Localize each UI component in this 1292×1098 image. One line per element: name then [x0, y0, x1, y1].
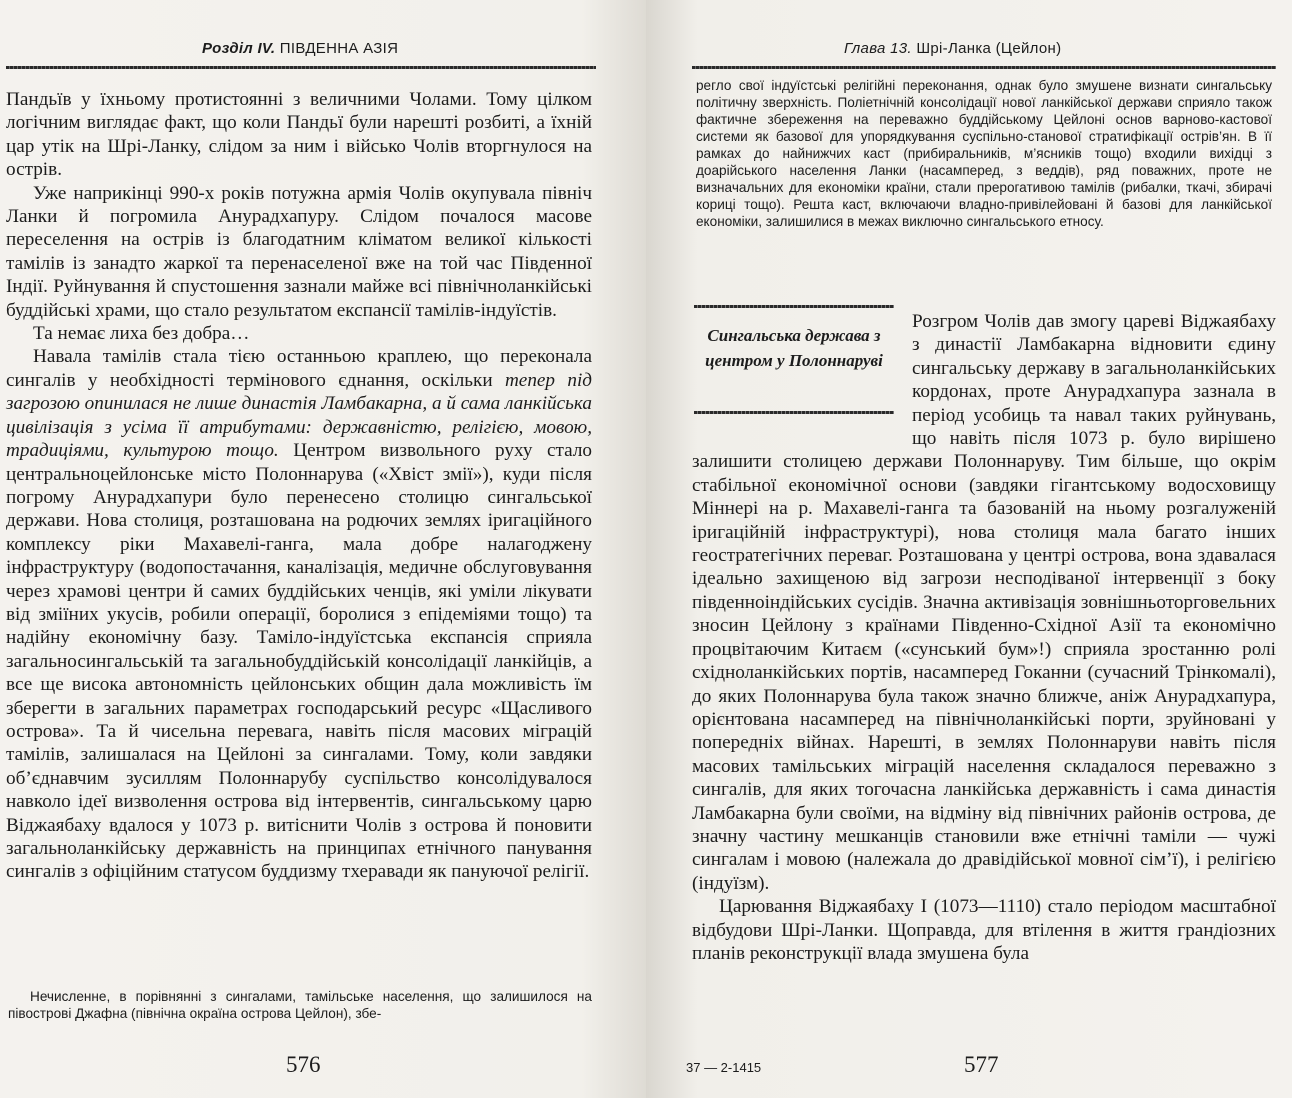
printer-signature: 37 — 2-1415: [686, 1060, 762, 1075]
paragraph: Царювання Віджаябаху I (1073—1110) стало періодом масштабної відбудови Шрі-Ланки. Щоправда, для втілення в життя грандіозних планів реконструкції влада змушена була: [692, 896, 1276, 964]
footnote-left: [8, 988, 592, 1022]
paragraph-text: Навала тамілів стала тією останньою краплею, що переконала сингалів у необхідності термінового єднання, оскільки: [6, 346, 592, 391]
paragraph: Уже наприкінці 990-х років потужна армія Чолів окупувала північ Ланки й погромила Анурадхапуру. Слідом почалося масове переселення на острів із благодатним кліматом великої кількості тамілів із занадто жаркої та перенаселеної вже на той час Південної Індії. Руйнування й спустошення зазнали майже всі північноланкійські буддійські храми, що стало результатом експансії тамілів-індуїстів.: [6, 182, 592, 321]
running-head-right: [844, 40, 1061, 60]
footnote-text: Нечисленне, в порівнянні з сингалами, тамільське населення, що залишилося на півострові Джафна (північна окраїна острова Цейлон), збе-: [8, 989, 592, 1021]
running-head-title: Шрі-Ланка (Цейлон): [916, 40, 1062, 57]
footnote-text: регло свої індуїстські релігійні переконання, однак було змушене визнати сингальську політичну зверхність. Поліетнічній консолідації нової ланкійської держави сприяло також фактичне збереження на переважно буддійському Цейлоні основ варново-кастової системи як базової для упорядкування суспільно-станової стратифікації острів’ян. В її рамках до найнижчих каст (прибиральників, м’ясників тощо) входили вихідці з доарійського населення Ланки (насамперед, з веддів), ряд поважних, проте не визначальних для економіки країни, стали прерогативою тамілів (рибалки, ткачі, збирачі кориці тощо). Решта каст, включаючи владно-привілейовані й базові для ланкійської економіки, залишилися в межах виключно сингальського етносу.: [696, 78, 1272, 229]
paragraph: Та немає лиха без добра…: [33, 323, 250, 345]
header-rule: [692, 66, 1276, 69]
section-heading: Сингальська держава з центром у Полоннаруві: [705, 326, 883, 370]
page-number-left: 576: [286, 1052, 321, 1077]
paragraph: [6, 345, 592, 883]
body-text-left: [6, 88, 592, 884]
running-head-chapter: Глава 13.: [844, 40, 912, 57]
emphasis-text: тепер під загрозою опинилася не лише династія Ламбакарна, а й сама ланкійська цивілізація з усіма її атрибутами: державністю, релігією, мовою, традиціями, культурою тощо.: [6, 369, 592, 462]
paragraph-text: Центром визвольного руху стало центральноцейлонське місто Полоннарува («Хвіст змії»), куди після погрому Анурадхапури було перенесено столицю сингальської держави. Нова столиця, розташована на родючих землях іригаційного комплексу ріки Махавелі-ганга, мала добре налагоджену інфраструктуру (водопостачання, каналізація, медичне обслуговування через храмові центри й самих буддійських ченців, які уміли лікувати від зміїних укусів, робили операції, боролися з епідеміями тощо) та надійну економічну базу. Таміло-індуїстська експансія сприяла загальносингальській та загальнобуддійській консолідації ланкійців, а все ще висока автономність цейлонських общин дала можливість їм зберегти в загальних параметрах господарський ресурс «Щасливого острова». Та й чисельна перевага, навіть після масових міграцій тамілів, залишалася на Цейлоні за сингалами. Тому, коли завдяки об’єднавчим зусиллям Полоннарубу суспільство консолідувалося навколо ідеї визволення острова від інтервентів, сингальському царю Віджаябаху вдалося у 1073 р. витіснити Чолів з острова й поновити загальноланкійську державність на принципах етнічного панування сингалів з офіційним статусом буддизму тхеравади як пануючої релігії.: [6, 440, 592, 883]
running-head-left: [202, 40, 398, 60]
header-rule: [6, 66, 596, 69]
footnote-continuation: [696, 77, 1272, 230]
running-head-title: ПІВДЕННА АЗІЯ: [279, 40, 399, 57]
page-number-right: 577: [964, 1052, 999, 1077]
running-head-chapter: Розділ IV.: [202, 40, 276, 57]
paragraph: Пандьїв у їхньому протистоянні з величними Чолами. Тому цілком логічним виглядає факт, що коли Пандьї були нарешті розбиті, а їхній цар утік на Шрі-Ланку, слідом за ним і військо Чолів вторгнулося на острів.: [6, 89, 592, 181]
sidebar-spacer: [692, 310, 912, 444]
right-page: [646, 0, 1292, 1098]
heading-rule-top: [694, 305, 894, 308]
paragraph: Розгром Чолів дав змогу цареві Віджаябаху з династії Ламбакарна відновити єдину сингальську державу в загальноланкійських кордонах, проте Анурадхапура зазнала в період усобиць та навал таких руйнувань, що навіть після 1073 р. було вирішено залишити столицею держави Полоннаруву. Тим більше, що окрім стабільної економічної основи (завдяки гігантському водосховищу Міннері на р. Махавелі-ганга та базованій на ньому розгалуженій іригаційній інфраструктурі), нова столиця мала багато інших геостратегічних переваг. Розташована у центрі острова, вона здавалася ідеально захищеною від загрози несподіваної інтервенції з боку південноіндійських сусідів. Значна активізація зовнішньоторговельних зносин Цейлону з країнами Південно-Східної Азії та економічно процвітаючим Китаєм («сунський бум»!) сприяла зростанню ролі східноланкійських портів, насамперед Гоканни (сучасний Трінкомалі), до яких Полоннарува була також значно ближче, аніж Анурадхапура, орієнтована насамперед на північноланкійські порти, зруйновані у попередніх війнах. Нарешті, в землях Полоннаруви навіть після масових тамільських міграцій населення складалося переважно з сингалів, для яких тогочасна ланкійська державність і сама династія Ламбакарна були своїми, на відміну від північних районів острова, де значну частину мешканців становили вже етнічні таміли — чужі сингалам і мовою (належала до дравідійської мовної сім’ї), і релігією (індуїзм).: [692, 311, 1276, 894]
body-text-right: [692, 310, 1276, 965]
